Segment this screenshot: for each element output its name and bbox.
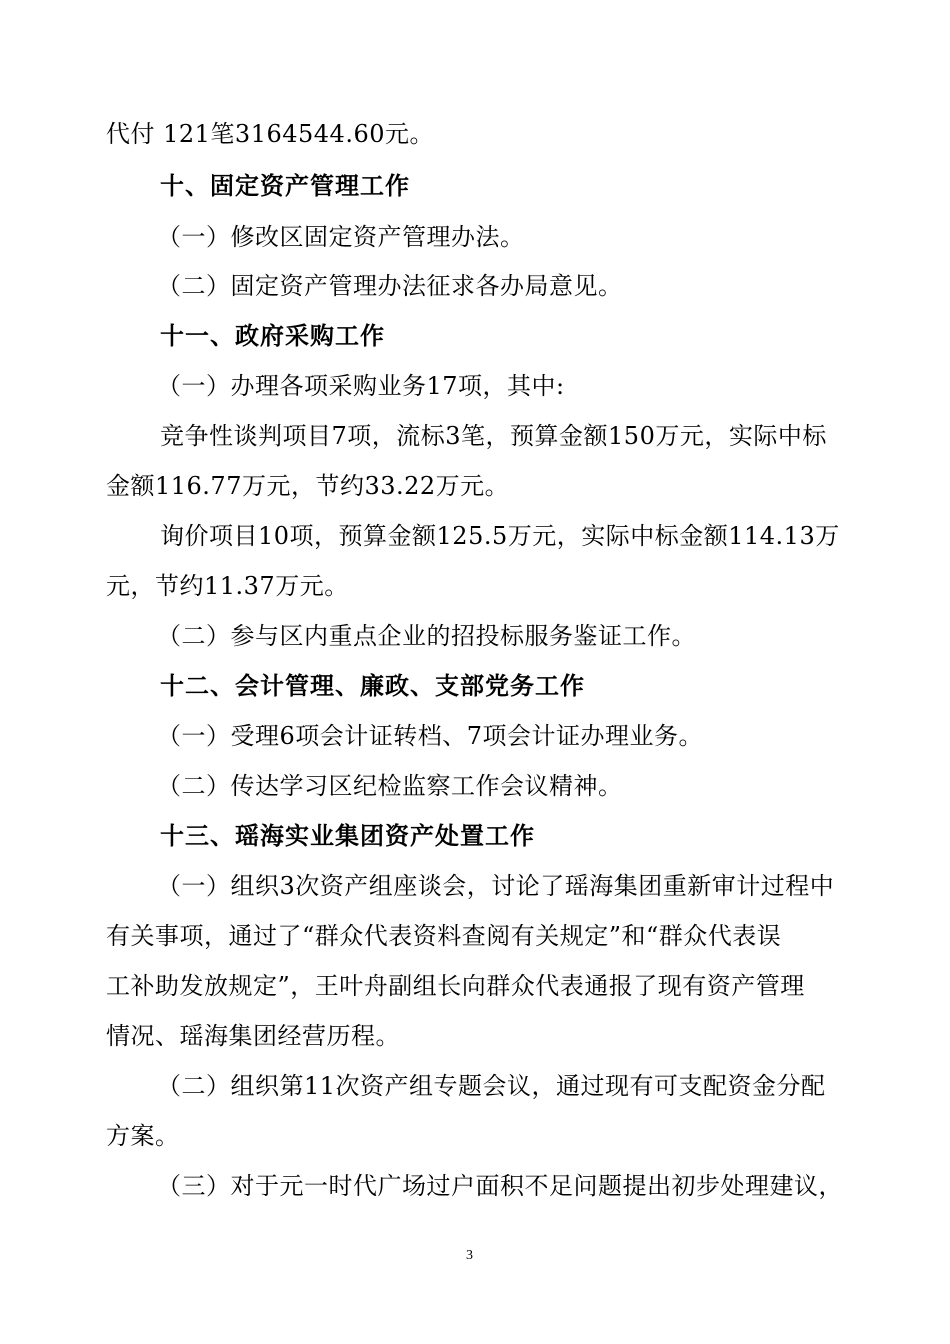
paragraph-line: 有关事项，通过了“群众代表资料查阅有关规定”和“群众代表误 [106,922,782,950]
section-heading: 十一、政府采购工作 [160,322,385,350]
paragraph-line: 询价项目10项，预算金额125.5万元，实际中标金额114.13万 [160,522,840,550]
paragraph-line: 元，节约11.37万元。 [106,572,349,600]
paragraph-line: 金额116.77万元，节约33.22万元。 [106,472,510,500]
paragraph-line: 竞争性谈判项目7项，流标3笔，预算金额150万元，实际中标 [160,422,827,450]
list-item: （二）参与区内重点企业的招投标服务鉴证工作。 [157,622,696,650]
list-item: （一）受理6项会计证转档、7项会计证办理业务。 [157,722,704,750]
page-number: 3 [466,1248,473,1263]
list-item: （二）传达学习区纪检监察工作会议精神。 [157,772,623,800]
paragraph-line: 工补助发放规定”，王叶舟副组长向群众代表通报了现有资产管理 [106,972,805,1000]
paragraph-line: （二）组织第11次资产组专题会议，通过现有可支配资金分配 [157,1072,826,1100]
list-item: （一）修改区固定资产管理办法。 [157,223,525,251]
text-line: 代付 121笔3164544.60元。 [106,120,434,148]
paragraph-line: （三）对于元一时代广场过户面积不足问题提出初步处理建议， [157,1172,843,1200]
paragraph-line: （一）组织3次资产组座谈会，讨论了瑶海集团重新审计过程中 [157,872,835,900]
section-heading: 十二、会计管理、廉政、支部党务工作 [160,672,585,700]
paragraph-line: 方案。 [106,1122,180,1150]
section-heading: 十三、瑶海实业集团资产处置工作 [160,822,535,850]
list-item: （二）固定资产管理办法征求各办局意见。 [157,272,623,300]
paragraph-line: 情况、瑶海集团经营历程。 [106,1022,400,1050]
list-item: （一）办理各项采购业务17项，其中: [157,372,565,400]
section-heading: 十、固定资产管理工作 [160,172,410,200]
